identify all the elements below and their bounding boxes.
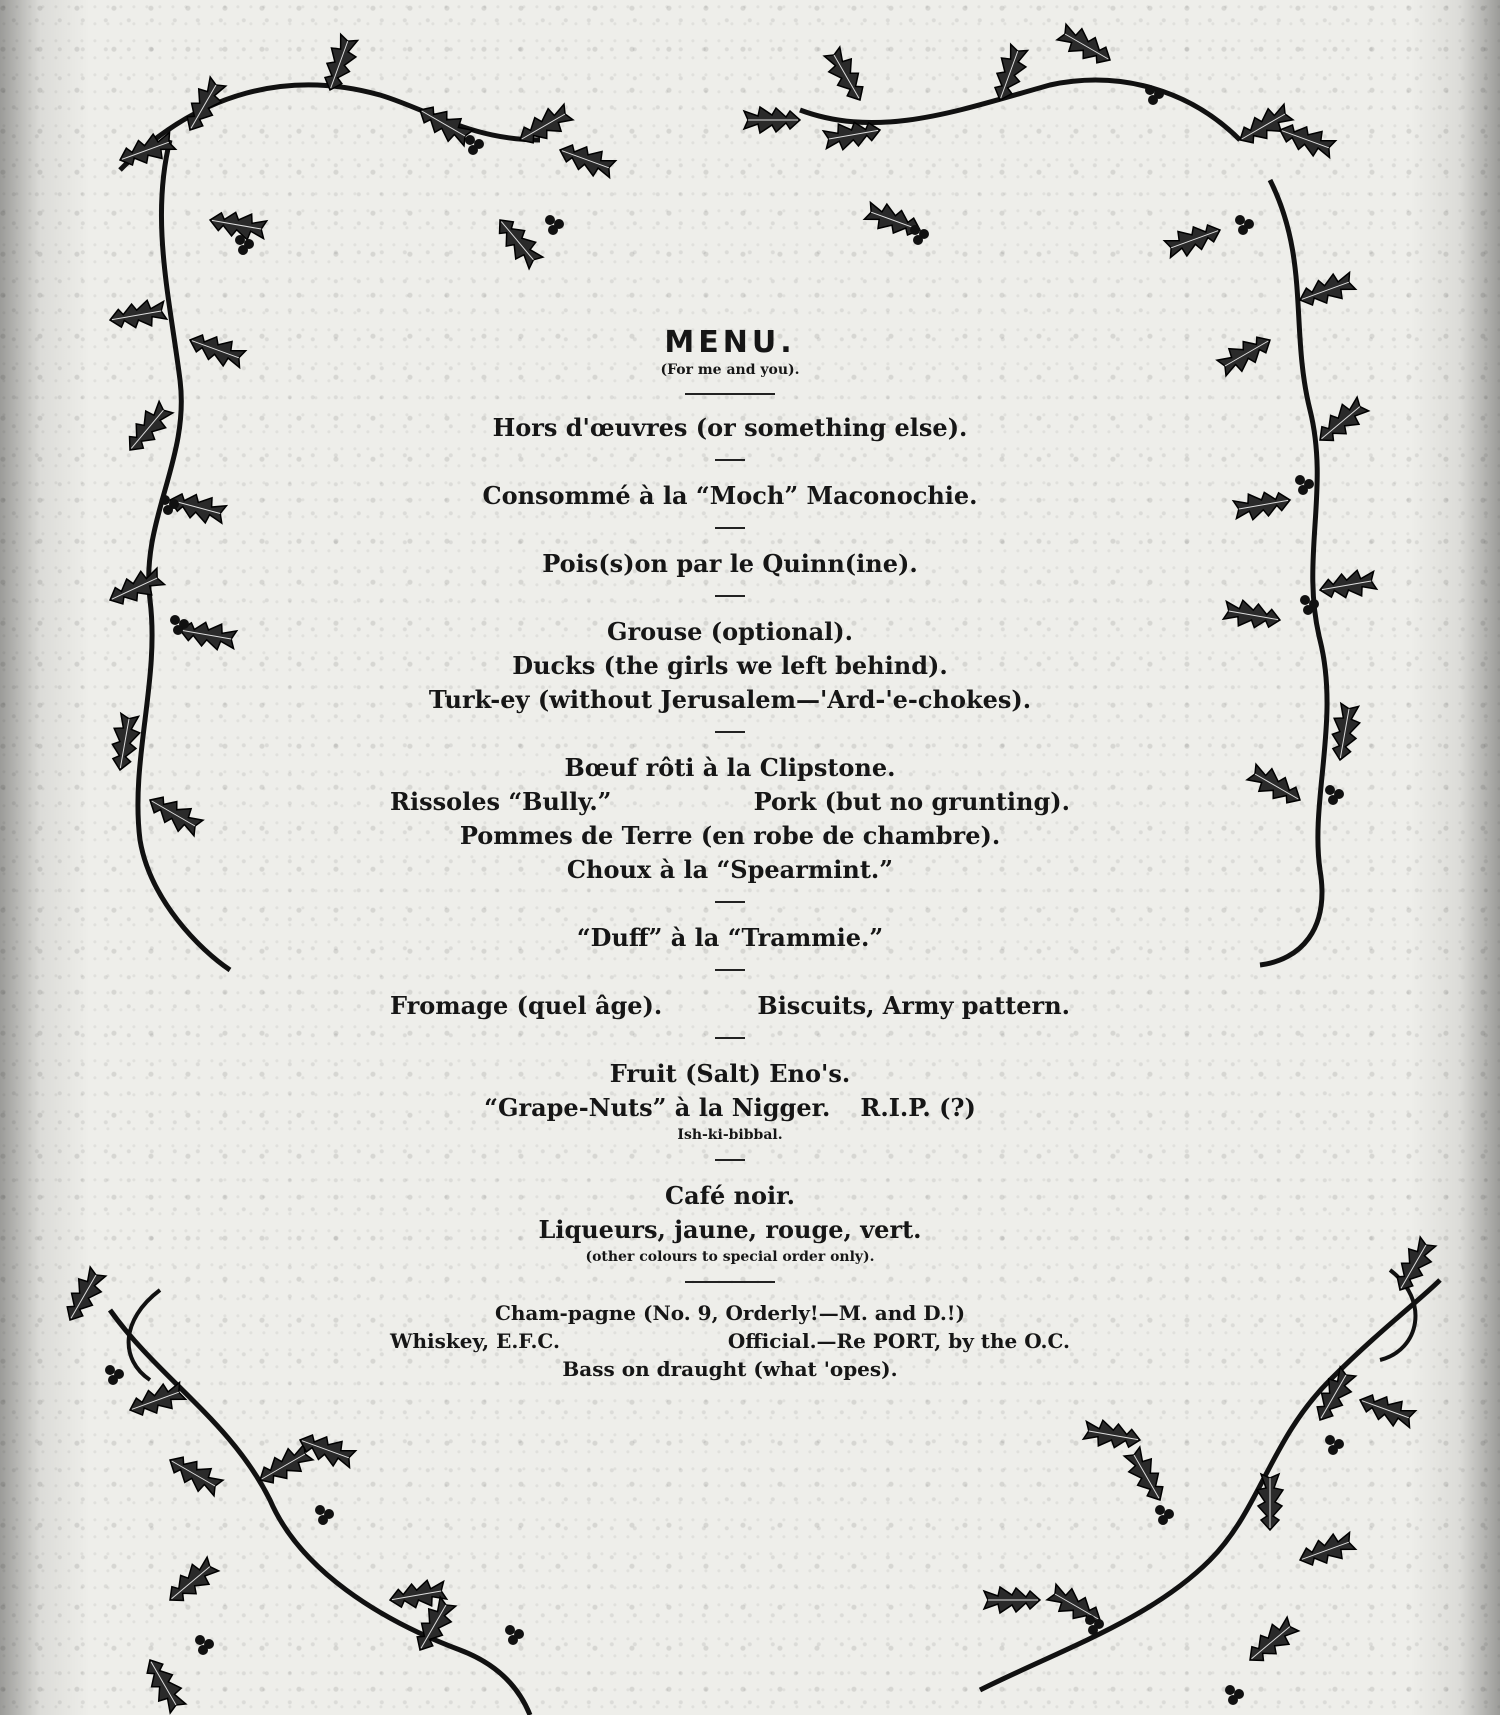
course-choux: Choux à la “Spearmint.” xyxy=(566,855,894,884)
divider xyxy=(685,1281,775,1283)
divider xyxy=(715,969,745,971)
course-rip: R.I.P. (?) xyxy=(860,1093,976,1122)
divider xyxy=(685,393,775,395)
course-poisson: Pois(s)on par le Quinn(ine). xyxy=(542,549,918,578)
menu-card xyxy=(370,325,1090,1383)
course-cafe: Café noir. xyxy=(665,1181,795,1210)
course-bass: Bass on draught (what 'opes). xyxy=(562,1357,898,1381)
course-grape-nuts: “Grape-Nuts” à la Nigger. xyxy=(484,1093,831,1122)
course-grouse: Grouse (optional). xyxy=(607,617,853,646)
course-fromage: Fromage (quel âge). xyxy=(390,991,663,1020)
divider xyxy=(715,731,745,733)
course-hors-doeuvres: Hors d'œuvres (or something else). xyxy=(492,413,968,442)
course-consomme: Consommé à la “Moch” Maconochie. xyxy=(482,481,978,510)
divider xyxy=(715,527,745,529)
divider xyxy=(715,459,745,461)
course-fromage-row xyxy=(390,989,1070,1023)
course-whiskey: Whiskey, E.F.C. xyxy=(390,1329,560,1353)
menu-subtitle: (For me and you). xyxy=(660,362,800,378)
course-boeuf: Bœuf rôti à la Clipstone. xyxy=(564,753,896,782)
course-whiskey-row xyxy=(390,1327,1070,1355)
divider xyxy=(715,901,745,903)
course-turkey: Turk-ey (without Jerusalem—'Ard-'e-chokes). xyxy=(428,685,1032,714)
course-rissoles-pork-row xyxy=(390,785,1070,819)
course-liqueurs: Liqueurs, jaune, rouge, vert. xyxy=(538,1215,922,1244)
menu-title: MENU. xyxy=(664,325,796,360)
course-duff: “Duff” à la “Trammie.” xyxy=(576,923,884,952)
divider xyxy=(715,1037,745,1039)
divider xyxy=(715,595,745,597)
course-champagne: Cham-pagne (No. 9, Orderly!—M. and D.!) xyxy=(494,1301,966,1325)
course-other-colours: (other colours to special order only). xyxy=(585,1249,875,1265)
course-fruit: Fruit (Salt) Eno's. xyxy=(609,1059,851,1088)
course-ishkibibbal: Ish-ki-bibbal. xyxy=(677,1127,783,1143)
course-pommes: Pommes de Terre (en robe de chambre). xyxy=(459,821,1001,850)
divider xyxy=(715,1159,745,1161)
course-grape-nuts-row xyxy=(370,1091,1090,1125)
course-ducks: Ducks (the girls we left behind). xyxy=(512,651,948,680)
course-port: Official.—Re PORT, by the O.C. xyxy=(727,1329,1070,1353)
course-biscuits: Biscuits, Army pattern. xyxy=(757,991,1070,1020)
course-rissoles: Rissoles “Bully.” xyxy=(390,787,612,816)
course-pork: Pork (but no grunting). xyxy=(753,787,1070,816)
